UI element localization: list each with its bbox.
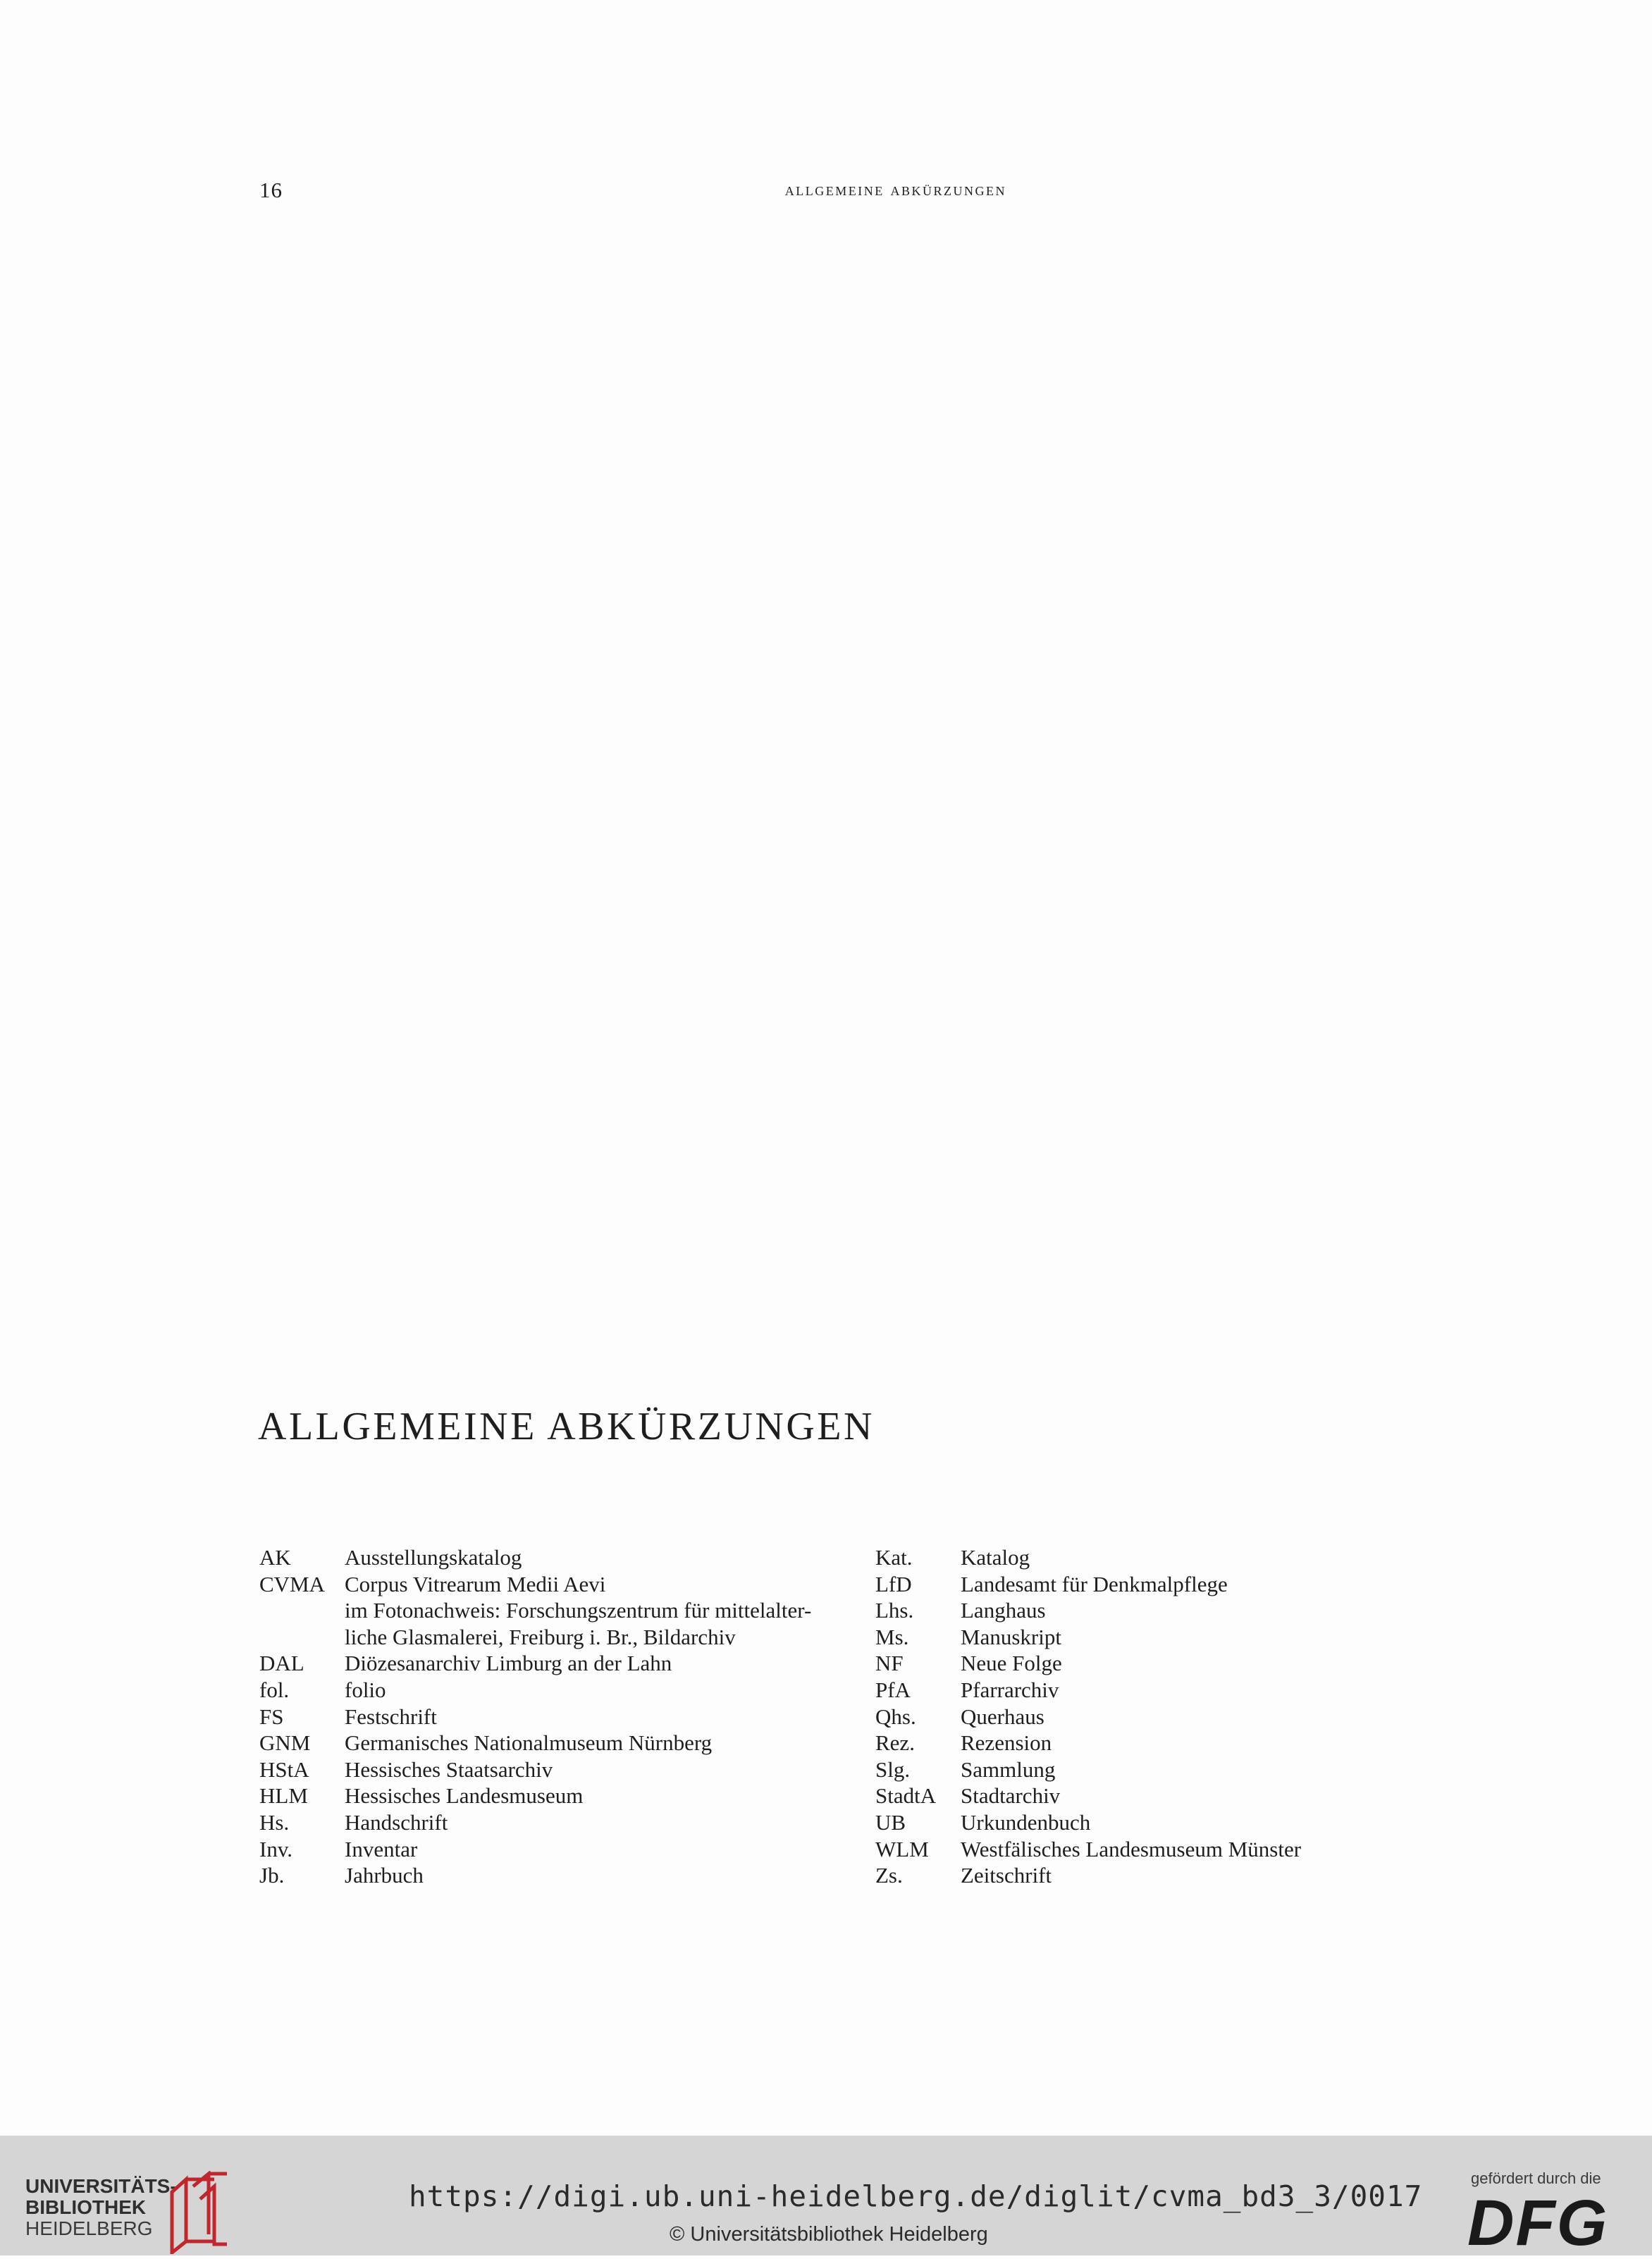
abbreviation-meaning: Langhaus: [961, 1598, 1046, 1623]
abbreviation-meaning: Germanisches Nationalmuseum Nürnberg: [345, 1730, 713, 1756]
abbreviation-meaning: Corpus Vitrearum Medii Aevi: [345, 1571, 606, 1596]
abbreviation-meaning: Landesamt für Denkmalpflege: [961, 1571, 1228, 1596]
abbreviation-key: [259, 1597, 345, 1624]
abbreviation-key: Jb.: [259, 1863, 285, 1888]
abbreviation-meaning: Katalog: [961, 1545, 1030, 1570]
abbreviation-meaning: Festschrift: [345, 1704, 437, 1729]
abbreviation-key: Slg.: [875, 1756, 911, 1782]
abbreviation-meaning: Querhaus: [961, 1704, 1044, 1729]
abbreviation-key: GNM: [259, 1730, 311, 1756]
abbreviation-row: [259, 1544, 837, 1571]
abbreviation-row: [259, 1624, 837, 1651]
abbreviation-key: NF: [875, 1651, 904, 1676]
abbreviation-meaning: Pfarrarchiv: [961, 1677, 1059, 1702]
page-number: 16: [259, 178, 283, 202]
abbreviation-list-left: [259, 1544, 837, 1889]
dfg-logo[interactable]: DFG: [1467, 2187, 1609, 2259]
abbreviation-meaning: Manuskript: [961, 1624, 1061, 1649]
abbreviation-key: Rez.: [875, 1730, 915, 1756]
abbreviation-row: [875, 1809, 1411, 1836]
abbreviation-row: [875, 1624, 1411, 1651]
abbreviation-key: HLM: [259, 1783, 308, 1809]
section-title: ALLGEMEINE ABKÜRZUNGEN: [258, 1405, 875, 1448]
abbreviation-row: [875, 1650, 1411, 1677]
abbreviation-key: UB: [875, 1809, 906, 1835]
abbreviation-meaning: Jahrbuch: [345, 1863, 424, 1888]
abbreviation-key: Qhs.: [875, 1704, 916, 1729]
abbreviation-key: StadtA: [875, 1783, 937, 1809]
abbreviation-key: CVMA: [259, 1571, 326, 1596]
abbreviation-meaning: Handschrift: [345, 1809, 448, 1835]
logo-line-2: BIBLIOTHEK: [25, 2196, 147, 2218]
abbreviation-meaning: Neue Folge: [961, 1651, 1062, 1676]
running-head: [259, 178, 1006, 206]
abbreviation-key: FS: [259, 1704, 284, 1729]
abbreviation-row: [259, 1862, 837, 1889]
abbreviation-row: [875, 1730, 1411, 1756]
abbreviation-row: [875, 1862, 1411, 1889]
abbreviation-key: WLM: [875, 1836, 929, 1861]
abbreviation-key: DAL: [259, 1651, 304, 1676]
abbreviation-meaning: Zeitschrift: [961, 1863, 1052, 1888]
abbreviation-key: AK: [259, 1545, 291, 1570]
abbreviation-key: Lhs.: [875, 1598, 914, 1623]
abbreviation-row: [259, 1677, 837, 1704]
abbreviation-row: [259, 1571, 837, 1598]
abbreviation-list-right: [875, 1544, 1411, 1889]
abbreviation-row: [875, 1677, 1411, 1704]
abbreviation-meaning: liche Glasmalerei, Freiburg i. Br., Bildarchiv: [345, 1624, 736, 1649]
abbreviation-meaning: Diözesanarchiv Limburg an der Lahn: [345, 1651, 672, 1676]
abbreviation-row: [875, 1756, 1411, 1783]
abbreviation-row: [259, 1836, 837, 1863]
abbreviation-row: [875, 1836, 1411, 1863]
abbreviation-row: [259, 1730, 837, 1756]
abbreviation-key: Zs.: [875, 1863, 903, 1888]
abbreviation-row: [259, 1704, 837, 1730]
abbreviation-key: PfA: [875, 1677, 911, 1702]
abbreviation-row: [259, 1597, 837, 1624]
library-logo-text[interactable]: [25, 2176, 177, 2239]
abbreviation-row: [259, 1809, 837, 1836]
abbreviation-meaning: folio: [345, 1677, 386, 1702]
logo-line-3: HEIDELBERG: [25, 2217, 153, 2239]
abbreviation-key: HStA: [259, 1756, 309, 1782]
permalink-url[interactable]: https://digi.ub.uni-heidelberg.de/diglit/cvma_bd3_3/0017: [409, 2179, 1423, 2213]
abbreviation-row: [875, 1704, 1411, 1730]
abbreviation-key: LfD: [875, 1571, 912, 1596]
abbreviation-row: [259, 1756, 837, 1783]
abbreviation-meaning: Sammlung: [961, 1756, 1056, 1782]
abbreviation-meaning: Rezension: [961, 1730, 1052, 1756]
logo-line-1: UNIVERSITÄTS-: [25, 2175, 177, 2197]
abbreviation-row: [259, 1650, 837, 1677]
abbreviation-key: Kat.: [875, 1545, 913, 1570]
funding-label: gefördert durch die: [1471, 2169, 1601, 2187]
abbreviation-row: [875, 1783, 1411, 1809]
footer-bar: [0, 2136, 1652, 2259]
abbreviation-meaning: Hessisches Staatsarchiv: [345, 1756, 553, 1782]
running-title: allgemeine abkürzungen: [784, 180, 1006, 199]
abbreviation-key: fol.: [259, 1677, 290, 1702]
abbreviation-key: [259, 1624, 345, 1651]
abbreviation-meaning: Hessisches Landesmuseum: [345, 1783, 584, 1809]
abbreviation-row: [875, 1544, 1411, 1571]
abbreviation-row: [875, 1597, 1411, 1624]
abbreviation-key: Ms.: [875, 1624, 909, 1649]
abbreviation-key: Inv.: [259, 1836, 293, 1861]
abbreviation-meaning: Ausstellungskatalog: [345, 1545, 522, 1570]
abbreviation-row: [875, 1571, 1411, 1598]
abbreviation-meaning: Urkundenbuch: [961, 1809, 1091, 1835]
abbreviation-row: [259, 1783, 837, 1809]
abbreviation-key: Hs.: [259, 1809, 290, 1835]
abbreviation-meaning: Stadtarchiv: [961, 1783, 1061, 1809]
abbreviation-meaning: Westfälisches Landesmuseum Münster: [961, 1836, 1302, 1861]
abbreviation-meaning: im Fotonachweis: Forschungszentrum für mittelalter-: [345, 1598, 812, 1623]
library-logo-icon: [165, 2171, 230, 2254]
abbreviation-meaning: Inventar: [345, 1836, 418, 1861]
copyright-notice: © Universitätsbibliothek Heidelberg: [670, 2223, 988, 2246]
